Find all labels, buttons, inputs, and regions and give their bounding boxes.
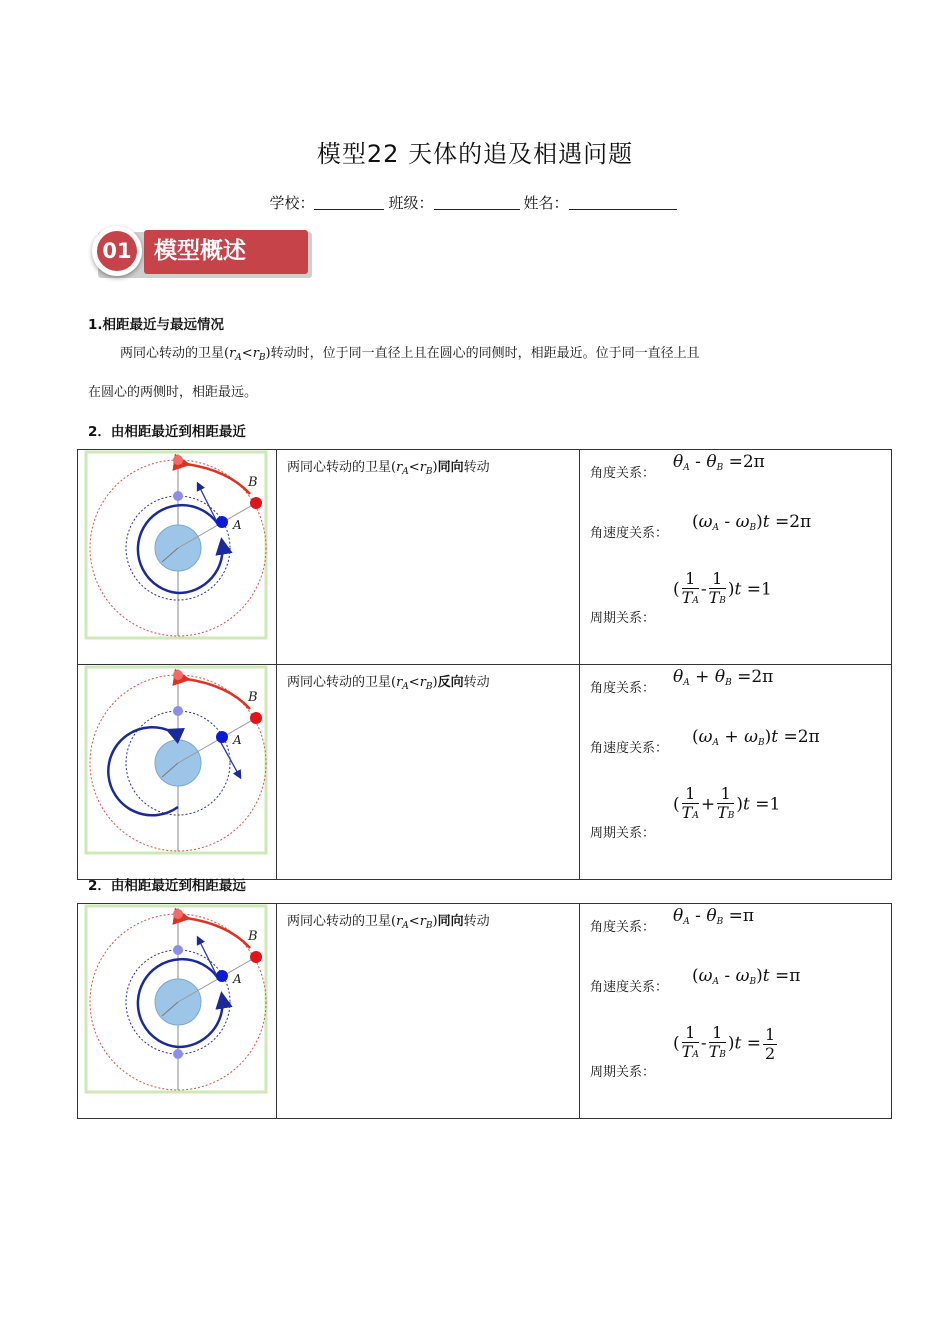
- sub-b: B: [258, 353, 266, 363]
- less-than: <: [408, 460, 420, 475]
- r-symbol: r: [396, 675, 403, 690]
- angle-label: 角度关系：: [590, 466, 656, 481]
- near-to-far-table: [77, 903, 892, 1119]
- period-rhs-fraction: [763, 1026, 777, 1063]
- desc-text: 两同心转动的卫星(: [287, 460, 397, 475]
- period-label: 周期关系：: [590, 611, 656, 626]
- angular-velocity-equation: $(\omega_A - \omega_B)t =\pi$: [692, 966, 801, 987]
- formula-cell: [580, 904, 892, 1119]
- page-title: 模型22 天体的追及相遇问题: [316, 140, 634, 168]
- satellite-description: [287, 456, 571, 477]
- less-than: <: [408, 914, 420, 929]
- satellite-a: [216, 516, 228, 528]
- section2-heading: 2．由相距最近到相距最近: [88, 424, 246, 440]
- table-row: [78, 665, 892, 880]
- angle-operator: -: [695, 906, 701, 926]
- desc-text: ): [432, 675, 438, 690]
- frac-1-over-tb: $\frac{1}{TB}$: [717, 784, 735, 822]
- ghost-satellite-b: [173, 670, 183, 680]
- less-than: <: [241, 346, 253, 361]
- section1-para-line1: [120, 344, 880, 368]
- sub-b: B: [719, 1050, 726, 1060]
- sub-b: B: [749, 977, 757, 987]
- description-cell: [277, 904, 580, 1119]
- near-to-near-table: [77, 449, 892, 880]
- sub-a: A: [692, 811, 699, 821]
- satellite-b: [250, 712, 262, 724]
- desc-text: 两同心转动的卫星(: [287, 914, 397, 929]
- angle-rhs: 2π: [751, 667, 774, 687]
- sub-a: A: [235, 353, 242, 363]
- diagram-cell: [78, 665, 277, 880]
- omega-operator: -: [724, 512, 731, 532]
- angular-velocity-label: 角速度关系：: [590, 980, 669, 995]
- orbit-diagram: [78, 904, 274, 1110]
- period-label: 周期关系：: [590, 826, 656, 841]
- r-symbol: r: [229, 346, 236, 361]
- section1-heading: 1.相距最近与最远情况: [88, 317, 225, 333]
- sub-b: B: [727, 811, 735, 821]
- period-equation: ( $\frac{1}{TA}$ + $\frac{1}{TB}$ )t =1: [673, 785, 780, 825]
- sub-b: B: [719, 596, 726, 606]
- table-row: [78, 450, 892, 665]
- ghost-satellite-a: [173, 706, 183, 716]
- badge-label: 模型概述: [154, 238, 246, 264]
- diagram-cell: [78, 450, 277, 665]
- r-symbol: r: [396, 914, 403, 929]
- satellite-b: [250, 951, 262, 963]
- period-operator: +: [700, 794, 716, 815]
- ghost-satellite-b: [173, 455, 183, 465]
- label-b: B: [248, 690, 258, 705]
- label-a: A: [233, 518, 242, 532]
- sub-b: B: [749, 523, 757, 533]
- satellite-a: [216, 970, 228, 982]
- orbit-diagram: [78, 450, 274, 656]
- angle-equation: $\theta_A - \theta_B =2\pi$: [673, 452, 765, 473]
- period-equation: ( $\frac{1}{TA}$ - $\frac{1}{TB}$ )t =1: [673, 570, 772, 610]
- angle-rhs: 2π: [742, 452, 765, 472]
- sub-b: B: [425, 682, 433, 692]
- satellite-b: [250, 497, 262, 509]
- angular-velocity-equation: $(\omega_A - \omega_B)t =2\pi$: [692, 512, 812, 533]
- sub-b: B: [425, 467, 433, 477]
- sub-a: A: [692, 596, 699, 606]
- angular-velocity-label: 角速度关系：: [590, 526, 669, 541]
- angle-operator: +: [695, 667, 710, 687]
- frac-1-over-ta: $\frac{1}{TA}$: [681, 784, 699, 822]
- satellite-description: [287, 671, 571, 692]
- frac-1-over-tb: $\frac{1}{TB}$: [708, 1023, 726, 1061]
- section1-para-line2: 在圆心的两侧时，相距最远。: [88, 385, 258, 400]
- sub-a: A: [683, 917, 690, 927]
- sub-a: A: [683, 678, 690, 688]
- frac-1-over-ta: $\frac{1}{TA}$: [681, 569, 699, 607]
- name-label: 姓名：: [523, 194, 569, 212]
- angle-equation: $\theta_A + \theta_B =2\pi$: [673, 667, 774, 688]
- sub-b: B: [725, 678, 732, 688]
- ghost-satellite-b: [173, 909, 183, 919]
- sub-a: A: [712, 977, 720, 987]
- omega-operator: +: [724, 727, 739, 747]
- label-b: B: [248, 929, 258, 944]
- less-than: <: [408, 675, 420, 690]
- label-a: A: [233, 733, 242, 747]
- sub-a: A: [402, 682, 409, 692]
- desc-text: 两同心转动的卫星(: [287, 675, 397, 690]
- desc-text: 转动: [463, 460, 490, 475]
- r-symbol: r: [419, 914, 426, 929]
- satellite-a: [216, 731, 228, 743]
- label-b: B: [248, 475, 258, 490]
- class-field[interactable]: [434, 195, 520, 210]
- omega-rhs: 2π: [797, 727, 820, 747]
- period-label: 周期关系：: [590, 1065, 656, 1080]
- r-symbol: r: [419, 460, 426, 475]
- period-rhs: 1: [769, 794, 781, 815]
- period-rhs: 1: [761, 579, 772, 600]
- class-label: 班级：: [388, 194, 434, 212]
- frac-1-over-tb: $\frac{1}{TB}$: [708, 569, 726, 607]
- desc-text: 转动: [463, 675, 490, 690]
- description-cell: [277, 665, 580, 880]
- label-a: A: [233, 972, 242, 986]
- sub-b: B: [716, 917, 724, 927]
- sub-a: A: [712, 523, 720, 533]
- omega-rhs: π: [789, 966, 801, 986]
- name-field[interactable]: [569, 195, 677, 210]
- para-text: )转动时，位于同一直径上且在圆心的同侧时，相距最近。位于同一直径上且: [265, 346, 700, 361]
- r-symbol: r: [252, 346, 259, 361]
- direction-text: 同向: [437, 914, 464, 929]
- badge-number: 01: [97, 231, 137, 271]
- frac-1-over-ta: $\frac{1}{TA}$: [681, 1023, 699, 1061]
- angle-rhs: π: [742, 906, 755, 926]
- section-badge: [92, 226, 316, 284]
- sub-a: A: [712, 738, 720, 748]
- ghost-satellite-a: [173, 491, 183, 501]
- para-text: 两同心转动的卫星(: [120, 346, 230, 361]
- student-info-line: [0, 192, 950, 213]
- diagram-cell: [78, 904, 277, 1119]
- desc-text: ): [432, 460, 438, 475]
- orbit-diagram: [78, 665, 274, 871]
- period-rhs-den: 2: [765, 1043, 776, 1063]
- satellite-description: [287, 910, 571, 931]
- sub-a: A: [683, 463, 690, 473]
- ghost-satellite-a: [173, 945, 183, 955]
- direction-text: 同向: [437, 460, 464, 475]
- angle-label: 角度关系：: [590, 681, 656, 696]
- angular-velocity-label: 角速度关系：: [590, 741, 669, 756]
- formula-cell: [580, 450, 892, 665]
- section3-heading: 2．由相距最近到相距最远: [88, 878, 246, 894]
- sub-b: B: [716, 463, 724, 473]
- sub-a: A: [692, 1050, 699, 1060]
- direction-text: 反向: [437, 675, 464, 690]
- desc-text: ): [432, 914, 438, 929]
- desc-text: 转动: [463, 914, 490, 929]
- r-symbol: r: [396, 460, 403, 475]
- r-symbol: r: [419, 675, 426, 690]
- ghost-satellite-a-opposite: [173, 1049, 183, 1059]
- period-operator: -: [700, 1033, 707, 1054]
- period-operator: -: [700, 579, 707, 600]
- omega-operator: -: [724, 966, 731, 986]
- angle-equation: $\theta_A - \theta_B =\pi$: [673, 906, 755, 927]
- school-field[interactable]: [314, 195, 384, 210]
- sub-b: B: [425, 921, 433, 931]
- angular-velocity-equation: $(\omega_A + \omega_B)t =2\pi$: [692, 727, 820, 748]
- sub-a: A: [402, 467, 409, 477]
- angle-operator: -: [695, 452, 701, 472]
- table-row: [78, 904, 892, 1119]
- angle-label: 角度关系：: [590, 920, 656, 935]
- sub-b: B: [757, 738, 765, 748]
- period-equation: ( $\frac{1}{TA}$ - $\frac{1}{TB}$ )t = $\frac{1}{2}$: [673, 1023, 776, 1063]
- period-rhs-num: 1: [765, 1024, 776, 1044]
- formula-cell: [580, 665, 892, 880]
- sub-a: A: [402, 921, 409, 931]
- description-cell: [277, 450, 580, 665]
- omega-rhs: 2π: [789, 512, 812, 532]
- school-label: 学校：: [269, 194, 315, 212]
- badge-number-circle: [92, 226, 142, 276]
